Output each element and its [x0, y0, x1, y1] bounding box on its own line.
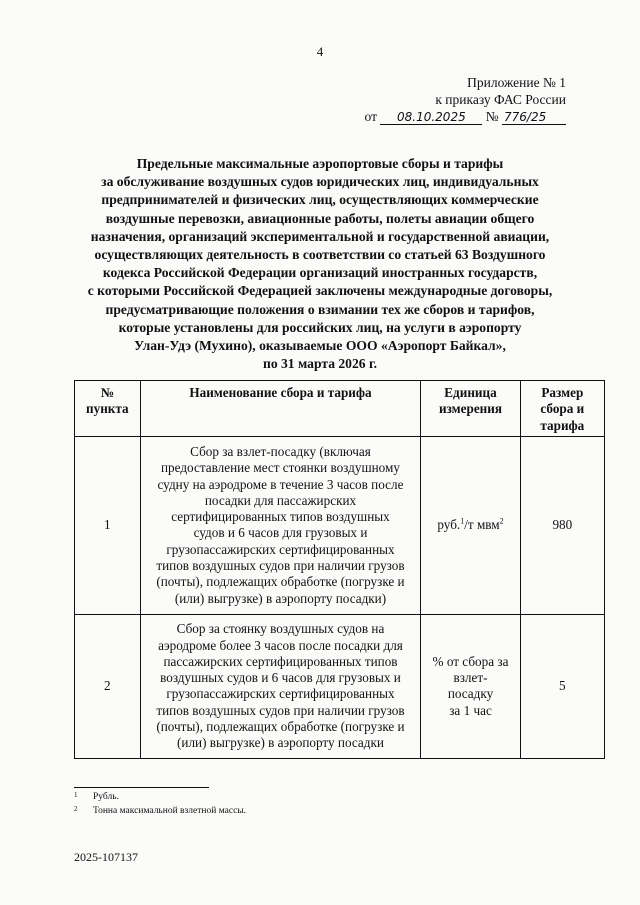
- footnote-text: Рубль.: [93, 792, 119, 802]
- title-line: Предельные максимальные аэропортовые сборы и тарифы: [136, 156, 504, 171]
- title-line: по 31 марта 2026 г.: [262, 356, 378, 372]
- tariff-table: [74, 380, 605, 759]
- row-name: Сбор за взлет-посадку (включая предоставление мест стоянки воздушному судну на аэродроме в течение 3 часов после посадки для пассажирских сертифицированных типов воздушных судов и 6 часов для грузовых и грузопассажирских сертифицированных типов воздушных судов при наличии грузов (почты), подлежащих обработке (погрузке и (или) выгрузке) в аэропорту посадки): [140, 436, 421, 614]
- document-code: 2025-107137: [74, 850, 138, 864]
- header-num: № пункта: [75, 381, 141, 437]
- table-row: [75, 436, 605, 614]
- footnote-item: [74, 790, 246, 804]
- table-header-row: [75, 381, 605, 437]
- title-line: осуществляющих деятельность в соответствии со статьей 63 Воздушного: [94, 247, 546, 263]
- row-size: 5: [520, 614, 604, 758]
- row-unit: [421, 436, 520, 614]
- title-line: кодекса Российской Федерации организаций иностранных государств,: [102, 265, 538, 281]
- table-row: [75, 614, 605, 758]
- footnote-text: Тонна максимальной взлетной массы.: [93, 806, 247, 816]
- handwritten-date: 08.10.2025: [380, 110, 482, 125]
- unit-text: руб.: [437, 517, 461, 533]
- header-size: Размер сбора и тарифа: [520, 381, 604, 437]
- footnotes: [74, 790, 246, 818]
- footnote-mark: 1: [74, 791, 78, 799]
- footnote-divider: [74, 787, 209, 788]
- header-unit: Единица измерения: [421, 381, 520, 437]
- appendix-block: [365, 74, 567, 125]
- unit-text: /т мвм: [464, 517, 500, 533]
- footnote-mark: 2: [74, 805, 78, 813]
- title-line: с которыми Российской Федерацией заключены международные договоры,: [87, 283, 553, 299]
- row-unit: % от сбора за взлет- посадку за 1 час: [421, 614, 520, 758]
- header-name: Наименование сбора и тарифа: [140, 381, 421, 437]
- appendix-order-ref: к приказу ФАС России: [435, 92, 566, 107]
- page-number: 4: [316, 44, 324, 59]
- row-name: Сбор за стоянку воздушных судов на аэродроме более 3 часов после посадки для пассажирских сертифицированных типов воздушных судов и 6 часов для грузовых и грузопассажирских сертифицированных типов воздушных судов при наличии грузов (почты), подлежащих обработке (погрузке и (или) выгрузке) в аэропорту посадки: [140, 614, 421, 758]
- number-label: №: [485, 109, 499, 124]
- title-line: предусматривающие положения о взимании тех же сборов и тарифов,: [105, 301, 535, 317]
- footnote-ref: 1: [460, 516, 465, 526]
- footnote-ref: 2: [499, 516, 504, 526]
- from-label: от: [364, 109, 377, 124]
- row-num: 2: [75, 614, 141, 758]
- title-line: воздушные перевозки, авиационные работы, полеты авиации общего: [105, 210, 535, 226]
- appendix-date-line: [365, 108, 567, 125]
- title-line: которые установлены для российских лиц, на услуги в аэропорту: [118, 319, 522, 335]
- document-title: [60, 155, 580, 373]
- title-line: предпринимателей и физических лиц, осуществляющих коммерческие: [101, 192, 539, 208]
- title-line: назначения, организаций экспериментальной и государственной авиации,: [90, 228, 550, 244]
- handwritten-number: 776/25: [502, 110, 566, 125]
- row-size: 980: [520, 436, 604, 614]
- footnote-item: [74, 804, 246, 818]
- appendix-title: Приложение № 1: [467, 75, 566, 90]
- title-line: за обслуживание воздушных судов юридических лиц, индивидуальных: [101, 174, 539, 190]
- title-line: Улан-Удэ (Мухино), оказываемые ООО «Аэропорт Байкал»,: [134, 338, 506, 354]
- row-num: 1: [75, 436, 141, 614]
